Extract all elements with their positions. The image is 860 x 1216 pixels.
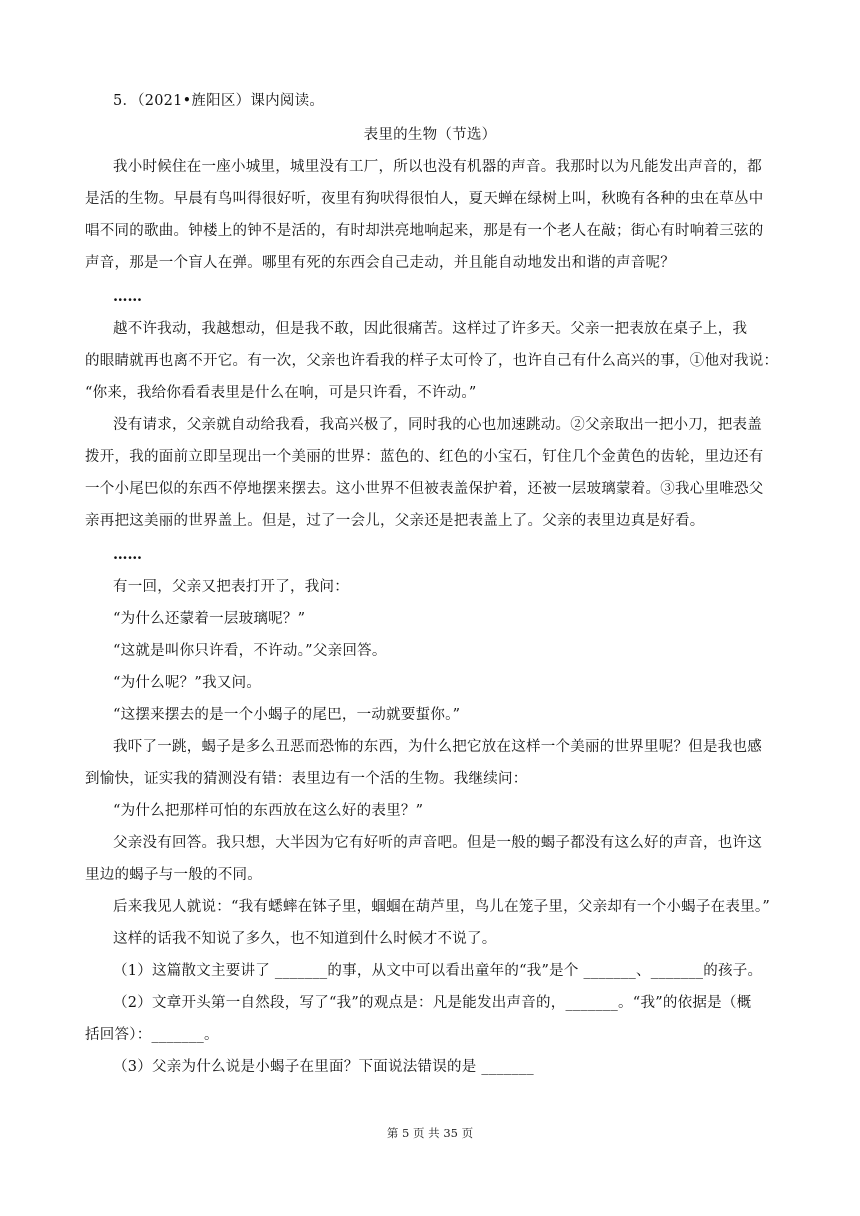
passage-line: 唱不同的歌曲。钟楼上的钟不是活的，有时却洪亮地响起来，那是有一个老人在敲；街心有时响着三弦的 bbox=[85, 223, 764, 239]
passage-line: 有一回，父亲又把表打开了，我问： bbox=[113, 579, 349, 595]
passage-line: 父亲没有回答。我只想，大半因为它有好听的声音吧。但是一般的蝎子都没有这么好的声音，也许这 bbox=[113, 835, 762, 851]
passage-line: “这就是叫你只许看，不许动。”父亲回答。 bbox=[113, 643, 387, 659]
passage-line: “这摆来摆去的是一个小蝎子的尾巴，一动就要蜇你。” bbox=[113, 707, 461, 723]
passage-line: 后来我见人就说：“我有蟋蟀在钵子里，蝈蝈在葫芦里，鸟儿在笼子里，父亲却有一个小蝎子在表里。” bbox=[113, 899, 771, 915]
passage-line: 到愉快，证实我的猜测没有错：表里边有一个活的生物。我继续问： bbox=[85, 771, 528, 787]
question-item-2-cont: 括回答）：_______。 bbox=[85, 1027, 219, 1043]
passage-line: 越不许我动，我越想动，但是我不敢，因此很痛苦。这样过了许多天。父亲一把表放在桌子上，我 bbox=[113, 321, 748, 337]
page-footer: 第 5 页 共 35 页 bbox=[386, 1126, 474, 1140]
passage-line: 我小时候住在一座小城里，城里没有工厂，所以也没有机器的声音。我那时以为凡能发出声音的，都 bbox=[113, 159, 762, 175]
question-header: 5．（2021•旌阳区）课内阅读。 bbox=[113, 93, 325, 109]
passage-line: 声音，那是一个盲人在弹。哪里有死的东西会自己走动，并且能自动地发出和谐的声音呢？ bbox=[85, 255, 675, 271]
passage-line: 拨开，我的面前立即呈现出一个美丽的世界：蓝色的、红色的小宝石，钉住几个金黄色的齿轮，里边还有 bbox=[85, 449, 764, 465]
passage-line: “为什么把那样可怕的东西放在这么好的表里？” bbox=[113, 803, 424, 819]
passage-line: 这样的话我不知说了多久，也不知道到什么时候才不说了。 bbox=[113, 931, 497, 947]
passage-line: 是活的生物。早晨有鸟叫得很好听，夜里有狗吠得很怕人，夏天蝉在绿树上叫，秋晚有各种的虫在草丛中 bbox=[85, 191, 764, 207]
passage-line: 一个小尾巴似的东西不停地摆来摆去。这小世界不但被表盖保护着，还被一层玻璃蒙着。③我心里唯恐父 bbox=[85, 481, 764, 497]
passage-line: 没有请求，父亲就自动给我看，我高兴极了，同时我的心也加速跳动。②父亲取出一把小刀，把表盖 bbox=[113, 417, 762, 433]
question-item-3: （3）父亲为什么说是小蝎子在里面？下面说法错误的是 _______ bbox=[113, 1059, 534, 1075]
question-item-1: （1）这篇散文主要讲了 _______的事，从文中可以看出童年的“我”是个 _______、_______的孩子。 bbox=[113, 963, 763, 979]
question-item-2: （2）文章开头第一自然段，写了“我”的观点是：凡是能发出声音的，_______。“我”的依据是（概 bbox=[113, 995, 752, 1011]
passage-line: “为什么还蒙着一层玻璃呢？” bbox=[113, 611, 306, 627]
passage-line: 里边的蝎子与一般的不同。 bbox=[85, 867, 262, 883]
passage-title: 表里的生物（节选） bbox=[363, 127, 497, 143]
ellipsis-separator: …… bbox=[113, 546, 142, 563]
passage-line: 的眼睛就再也离不开它。有一次，父亲也许看我的样子太可怜了，也许自己有什么高兴的事，①他对我说： bbox=[85, 353, 779, 369]
passage-line: “为什么呢？”我又问。 bbox=[113, 675, 262, 691]
passage-line: “你来，我给你看看表里是什么在响，可是只许看，不许动。” bbox=[85, 385, 477, 401]
passage-line: 我吓了一跳，蝎子是多么丑恶而恐怖的东西，为什么把它放在这样一个美丽的世界里呢？但是我也感 bbox=[113, 739, 762, 755]
ellipsis-separator: …… bbox=[113, 288, 142, 305]
passage-line: 亲再把这美丽的世界盖上。但是，过了一会儿，父亲还是把表盖上了。父亲的表里边真是好看。 bbox=[85, 513, 705, 529]
